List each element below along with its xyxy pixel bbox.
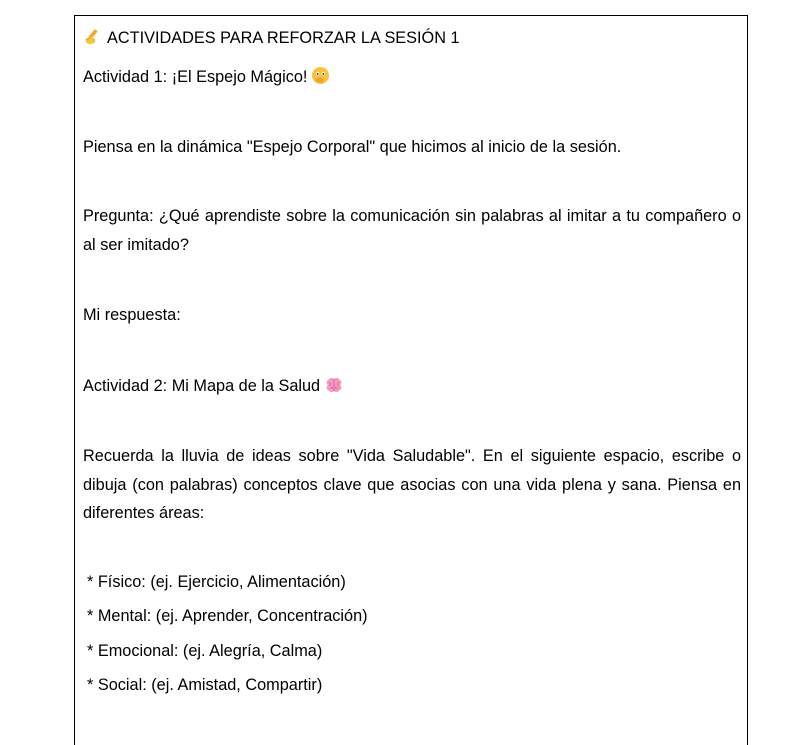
document-title-text: ACTIVIDADES PARA REFORZAR LA SESIÓN 1 <box>107 29 460 47</box>
area-item-fisico: * Físico: (ej. Ejercicio, Alimentación) <box>87 573 346 591</box>
document-page <box>74 15 748 745</box>
activity1-title-text: Actividad 1: ¡El Espejo Mágico! <box>83 68 308 86</box>
face-with-hand-over-mouth-icon <box>311 66 330 85</box>
activity1-answer-label: Mi respuesta: <box>83 306 181 324</box>
activity2-title <box>83 376 344 396</box>
activity2-intro: Recuerda la lluvia de ideas sobre "Vida Saludable". En el siguiente espacio, escribe o dibuja (con palabras) conceptos clave que asocias con una vida plena y sana. Piensa en diferentes áreas: <box>83 447 741 522</box>
activity2-title-text: Actividad 2: Mi Mapa de la Salud <box>83 377 321 395</box>
brain-icon <box>324 376 344 394</box>
activity1-intro: Piensa en la dinámica "Espejo Corporal" que hicimos al inicio de la sesión. <box>83 138 622 156</box>
area-item-emocional: * Emocional: (ej. Alegría, Calma) <box>87 642 323 660</box>
area-item-mental: * Mental: (ej. Aprender, Concentración) <box>87 607 368 625</box>
area-item-social: * Social: (ej. Amistad, Compartir) <box>87 676 323 694</box>
activity1-question: Pregunta: ¿Qué aprendiste sobre la comunicación sin palabras al imitar a tu compañero o al ser imitado? <box>83 207 741 254</box>
writing-hand-icon <box>83 28 101 46</box>
document-title <box>83 28 460 48</box>
activity1-title <box>83 66 330 87</box>
